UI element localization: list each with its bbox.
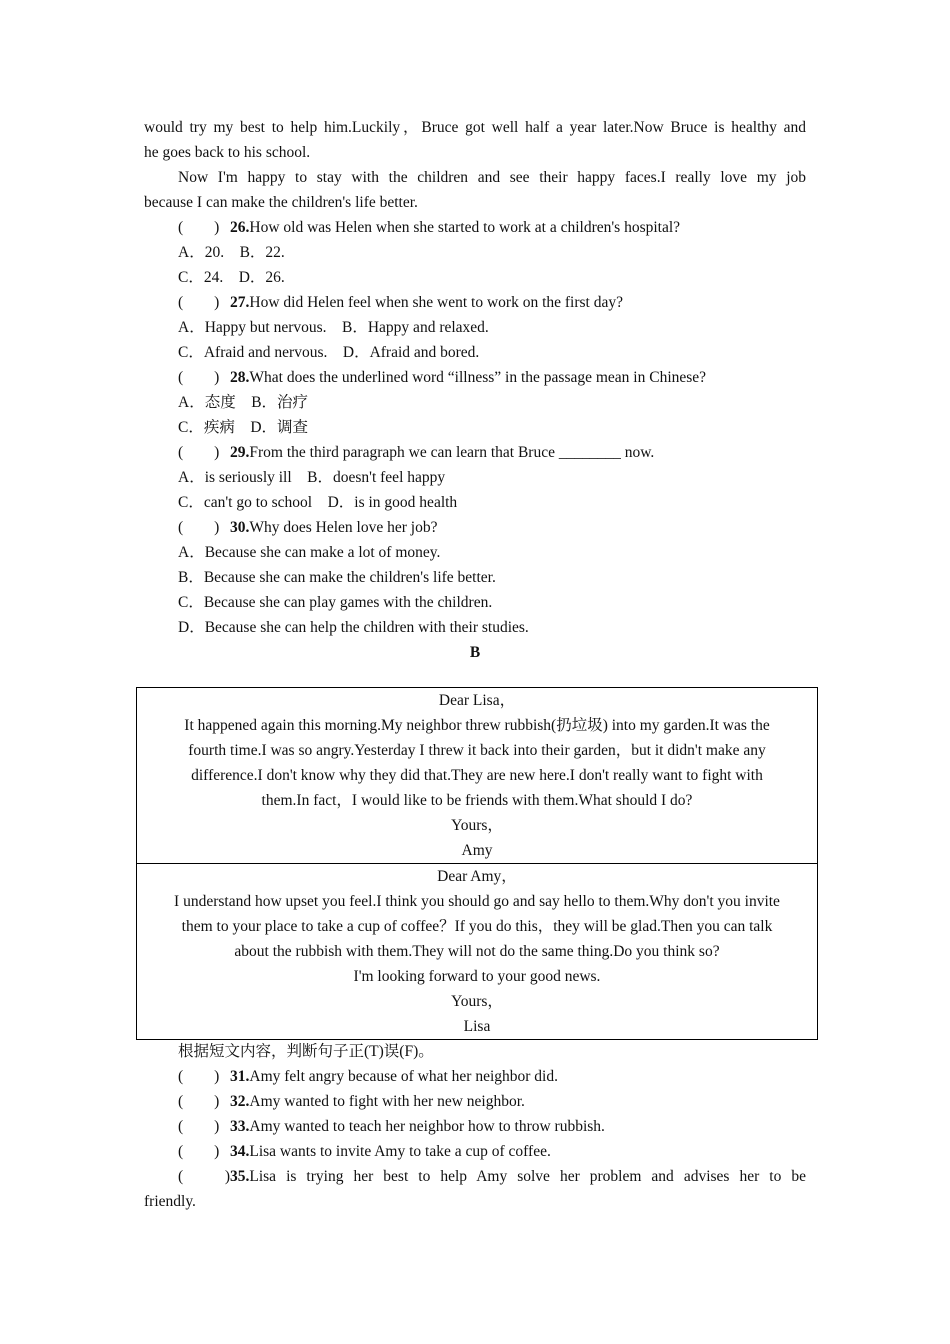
question-number: 35. xyxy=(230,1168,250,1185)
question-text: Why does Helen love her job? xyxy=(249,519,438,536)
letters-table xyxy=(136,687,818,1040)
passage-line: Now I'm happy to stay with the children and see their happy faces.I really love my job xyxy=(178,169,806,186)
letter-line: Dear Amy， xyxy=(437,868,517,885)
question-33 xyxy=(144,1114,806,1139)
reading-a xyxy=(144,115,806,665)
option-line: C．疾病 D．调查 xyxy=(178,419,309,436)
question-continuation: friendly. xyxy=(144,1193,196,1210)
option-line: B．Because she can make the children's life better. xyxy=(178,569,496,586)
answer-blank: ( ) xyxy=(178,1143,220,1160)
question-text: How old was Helen when she started to work at a children's hospital? xyxy=(249,219,681,236)
answer-blank: ( ) xyxy=(178,219,220,236)
question-number: 34. xyxy=(230,1143,250,1160)
letter-line: difference.I don't know why they did that.They are new here.I don't really want to fight with xyxy=(191,767,763,784)
option-line: D．Because she can help the children with their studies. xyxy=(178,619,529,636)
true-false-section xyxy=(144,1039,806,1214)
question-text: Amy felt angry because of what her neighbor did. xyxy=(249,1068,558,1085)
answer-blank: ( ) xyxy=(178,444,220,461)
option-line: A．态度 B．治疗 xyxy=(178,394,309,411)
option-line: A．is seriously ill B．doesn't feel happy xyxy=(178,469,446,486)
question-text: What does the underlined word “illness” in the passage mean in Chinese? xyxy=(249,369,707,386)
option-line: C．can't go to school D．is in good health xyxy=(178,494,458,511)
question-text: Lisa wants to invite Amy to take a cup of coffee. xyxy=(249,1143,551,1160)
instruction: 根据短文内容，判断句子正(T)误(F)。 xyxy=(178,1043,434,1060)
passage-line: would try my best to help him.Luckily，Bruce got well half a year later.Now Bruce is healthy and xyxy=(144,119,806,136)
question-number: 27. xyxy=(230,294,250,311)
question-27 xyxy=(144,290,806,315)
question-number: 32. xyxy=(230,1093,250,1110)
question-26 xyxy=(144,215,806,240)
option-line: A．20. B．22. xyxy=(178,244,285,261)
letter-line: them to your place to take a cup of coffee？If you do this，they will be glad.Then you can talk xyxy=(181,918,773,935)
question-text: How did Helen feel when she went to work on the first day? xyxy=(249,294,623,311)
option-line: A．Because she can make a lot of money. xyxy=(178,544,441,561)
answer-blank: ( ) xyxy=(178,1068,220,1085)
option-line: A．Happy but nervous. B．Happy and relaxed. xyxy=(178,319,489,336)
letter-from-amy xyxy=(137,688,817,863)
question-34 xyxy=(144,1139,806,1164)
letter-line: fourth time.I was so angry.Yesterday I threw it back into their garden，but it didn't make any xyxy=(188,742,766,759)
question-text: From the third paragraph we can learn that Bruce ________ now. xyxy=(249,444,655,461)
option-line: C．Afraid and nervous. D．Afraid and bored. xyxy=(178,344,480,361)
letter-line: I understand how upset you feel.I think you should go and say hello to them.Why don't you invite xyxy=(174,893,780,910)
question-28 xyxy=(144,365,806,390)
question-text: Amy wanted to teach her neighbor how to throw rubbish. xyxy=(249,1118,605,1135)
letter-line: Yours， xyxy=(451,993,503,1010)
letter-line: Lisa xyxy=(463,1018,491,1035)
question-number: 33. xyxy=(230,1118,250,1135)
letter-from-lisa xyxy=(137,864,817,1039)
answer-blank: ( ) xyxy=(178,519,220,536)
question-number: 26. xyxy=(230,219,250,236)
section-heading: B xyxy=(469,644,481,661)
question-number: 31. xyxy=(230,1068,250,1085)
option-line: C．24. D．26. xyxy=(178,269,285,286)
question-35 xyxy=(144,1164,806,1189)
letter-line: Yours， xyxy=(451,817,503,834)
question-30 xyxy=(144,515,806,540)
answer-blank: ( ) xyxy=(178,369,220,386)
letter-line: Dear Lisa， xyxy=(438,692,516,709)
question-text: Amy wanted to fight with her new neighbor. xyxy=(249,1093,525,1110)
passage-line: because I can make the children's life better. xyxy=(144,194,418,211)
question-29 xyxy=(144,440,806,465)
answer-blank: ( ) xyxy=(178,1118,220,1135)
question-number: 28. xyxy=(230,369,250,386)
option-line: C．Because she can play games with the children. xyxy=(178,594,493,611)
question-number: 30. xyxy=(230,519,250,536)
letter-line: I'm looking forward to your good news. xyxy=(353,968,601,985)
answer-blank: ( ) xyxy=(178,1093,220,1110)
letter-line: about the rubbish with them.They will not do the same thing.Do you think so? xyxy=(234,943,720,960)
passage-line: he goes back to his school. xyxy=(144,144,311,161)
question-32 xyxy=(144,1089,806,1114)
question-number: 29. xyxy=(230,444,250,461)
question-text: Lisa is trying her best to help Amy solve her problem and advises her to be xyxy=(249,1168,806,1185)
letter-line: It happened again this morning.My neighbor threw rubbish(扔垃圾) into my garden.It was the xyxy=(184,717,770,734)
answer-blank: ( ) xyxy=(178,294,220,311)
question-31 xyxy=(144,1064,806,1089)
letter-line: Amy xyxy=(461,842,493,859)
letter-line: them.In fact，I would like to be friends with them.What should I do? xyxy=(261,792,693,809)
answer-blank: ( ) xyxy=(178,1168,230,1185)
